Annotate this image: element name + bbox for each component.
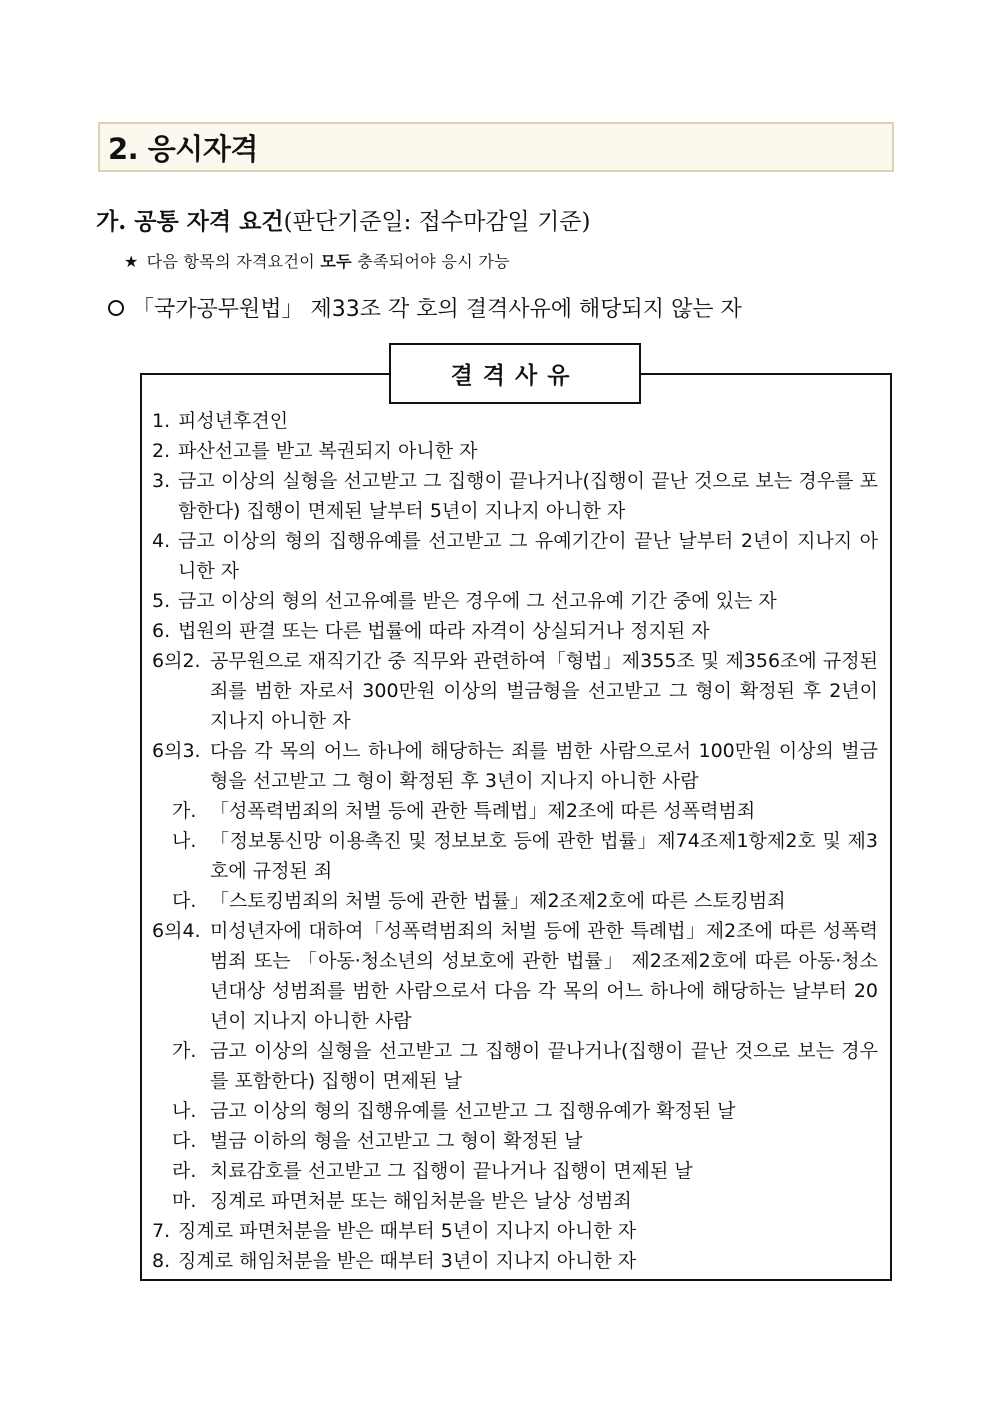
- list-item: 6. 법원의 판결 또는 다른 법률에 따라 자격이 상실되거나 정지된 자: [152, 620, 710, 642]
- note-pre: 다음 항목의 자격요건이: [146, 252, 321, 271]
- list-item: 1. 피성년후견인: [152, 410, 289, 432]
- list-item: 8. 징계로 해임처분을 받은 때부터 3년이 지나지 아니한 자: [152, 1250, 637, 1272]
- disqualification-list: [152, 406, 878, 1276]
- section-title: [98, 122, 894, 172]
- list-item: 5. 금고 이상의 형의 선고유예를 받은 경우에 그 선고유예 기간 중에 있는 자: [152, 590, 777, 612]
- sub-list-item: 가. 금고 이상의 실형을 선고받고 그 집행이 끝나거나(집행이 끝난 것으로 보는 경우를 포함한다) 집행이 면제된 날: [172, 1040, 878, 1092]
- note: [124, 249, 510, 272]
- requirement-line: [108, 292, 742, 323]
- list-item: 6의4. 미성년자에 대하여「성폭력범죄의 처벌 등에 관한 특례법」제2조에 따른 성폭력범죄 또는 「아동·청소년의 성보호에 관한 법률」 제2조제2호에 따른 아동·청소년대상 성범죄를 범한 사람으로서 다음 각 목의 어느 하나에 해당하는 날부터 20년이 지나지 아니한 사람: [152, 920, 878, 1032]
- sub-list-item: 다. 「스토킹범죄의 처벌 등에 관한 법률」제2조제2호에 따른 스토킹범죄: [172, 890, 786, 912]
- note-emphasis: 모두: [320, 252, 352, 271]
- disqualification-box-label: 결격사유: [389, 343, 641, 404]
- star-icon: ★: [124, 252, 139, 271]
- sub-list-item: 라. 치료감호를 선고받고 그 집행이 끝나거나 집행이 면제된 날: [172, 1160, 693, 1182]
- list-item: 3. 금고 이상의 실형을 선고받고 그 집행이 끝나거나(집행이 끝난 것으로 보는 경우를 포함한다) 집행이 면제된 날부터 5년이 지나지 아니한 자: [152, 470, 878, 522]
- note-post: 충족되어야 응시 가능: [351, 252, 510, 271]
- list-item: 2. 파산선고를 받고 복권되지 아니한 자: [152, 440, 478, 462]
- section-title-text: 2. 응시자격: [108, 131, 258, 166]
- sub-list-item: 가. 「성폭력범죄의 처벌 등에 관한 특례법」제2조에 따른 성폭력범죄: [172, 800, 756, 822]
- sub-list-item: 다. 벌금 이하의 형을 선고받고 그 형이 확정된 날: [172, 1130, 583, 1152]
- subheading-criteria: (판단기준일: 접수마감일 기준): [283, 209, 591, 235]
- list-item: 7. 징계로 파면처분을 받은 때부터 5년이 지나지 아니한 자: [152, 1220, 637, 1242]
- list-item: 6의2. 공무원으로 재직기간 중 직무와 관련하여「형법」제355조 및 제356조에 규정된 죄를 범한 자로서 300만원 이상의 벌금형을 선고받고 그 형이 확정된 후 2년이 지나지 아니한 자: [152, 650, 878, 732]
- requirement-text: 「국가공무원법」 제33조 각 호의 결격사유에 해당되지 않는 자: [132, 297, 742, 322]
- sub-list-item: 나. 「정보통신망 이용촉진 및 정보보호 등에 관한 법률」제74조제1항제2호 및 제3호에 규정된 죄: [172, 830, 878, 882]
- sub-list-item: 마. 징계로 파면처분 또는 해임처분을 받은 날상 성범죄: [172, 1190, 632, 1212]
- circle-bullet-icon: [108, 300, 124, 316]
- subheading: [96, 203, 591, 236]
- list-item: 6의3. 다음 각 목의 어느 하나에 해당하는 죄를 범한 사람으로서 100만원 이상의 벌금형을 선고받고 그 형이 확정된 후 3년이 지나지 아니한 사람: [152, 740, 878, 792]
- sub-list-item: 나. 금고 이상의 형의 집행유예를 선고받고 그 집행유예가 확정된 날: [172, 1100, 736, 1122]
- subheading-main: 가. 공통 자격 요건: [96, 208, 284, 235]
- list-item: 4. 금고 이상의 형의 집행유예를 선고받고 그 유예기간이 끝난 날부터 2년이 지나지 아니한 자: [152, 530, 878, 582]
